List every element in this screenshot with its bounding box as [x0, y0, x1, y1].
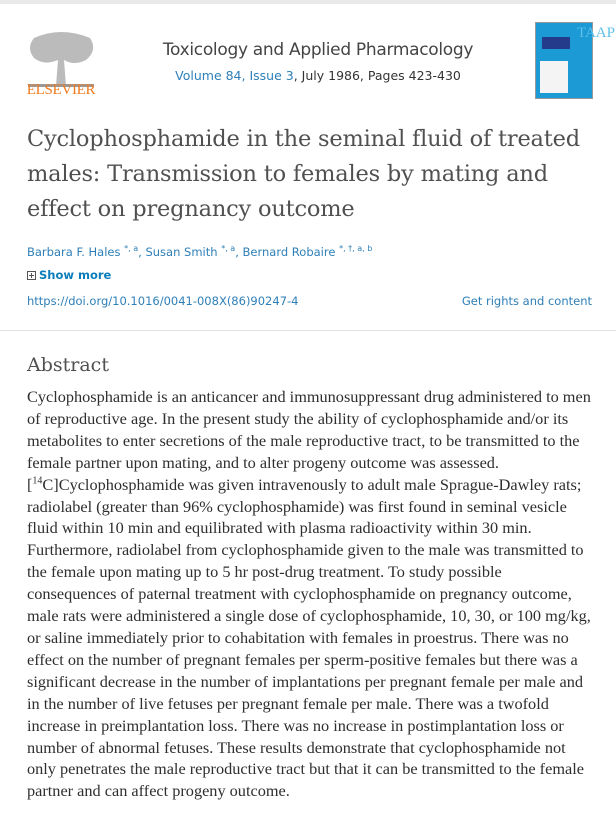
author-affiliation: *, a — [124, 244, 139, 253]
plus-box-icon — [27, 271, 36, 280]
show-more-label: Show more — [39, 268, 112, 282]
volume-issue-link[interactable]: Volume 84, Issue 3 — [175, 68, 294, 83]
divider — [0, 330, 616, 331]
doi-link[interactable]: https://doi.org/10.1016/0041-008X(86)90247-4 — [27, 294, 299, 308]
author-list: Barbara F. Hales $^{*, a}$, Susan Smith $^{*, a}$, Bernard Robaire $^{*, \dagger, a, b}$ — [27, 244, 373, 259]
abstract-heading: Abstract — [27, 354, 109, 376]
author-affiliation: *, †, a, b — [339, 244, 373, 253]
isotope-superscript: 14 — [32, 475, 43, 487]
get-rights-link[interactable]: Get rights and content — [461, 294, 592, 308]
journal-cover[interactable] — [535, 22, 615, 99]
author-affiliation: *, a — [221, 244, 236, 253]
cover-graphic — [540, 61, 568, 93]
abstract-part-2: C]Cyclophosphamide was given intravenously to adult male Sprague-Dawley rats; radiolabel (greater than 96% cyclophosphamide) was first found in seminal vesicle fluid within 10 min and equilibrated with plasma radioactivity within 30 min. Furthermore, radiolabel from cyclophosphamide given to the male was transmitted to the female upon mating up to 5 hr post-drug treatment. To study possible consequences of paternal treatment with cyclophosphamide on pregnancy outcome, male rats were administered a single dose of cyclophosphamide, 10, 30, or 100 mg/kg, or saline immediately prior to cohabitation with females in proestrus. There was no effect on the number of pregnant females per sperm-positive females but there was a significant decrease in the number of implantations per pregnant female per male and in the number of live fetuses per pregnant female per male. There was a twofold increase in preimplantation loss. There was no increase in postimplantation loss or number of abnormal fetuses. These results demonstrate that cyclophosphamide not only penetrates the male reproductive tract but that it can be transmitted to the female partner and can affect progeny outcome. — [27, 474, 591, 801]
publisher-name: ELSEVIER — [26, 82, 96, 98]
volume-info — [120, 68, 516, 83]
author-link[interactable]: Susan Smith — [145, 244, 218, 259]
author-link[interactable]: Barbara F. Hales — [27, 244, 121, 259]
cover-letters: TAAP — [577, 25, 615, 41]
volume-details: , July 1986, Pages 423-430 — [293, 68, 461, 83]
article-title: Cyclophosphamide in the seminal fluid of treated males: Transmission to females by mating and effect on pregnancy outcome — [27, 126, 580, 222]
journal-header — [0, 4, 616, 104]
author-link[interactable]: Bernard Robaire — [242, 244, 336, 259]
cover-title-block — [542, 37, 570, 49]
abstract-text — [27, 386, 595, 802]
abstract-part-1: Cyclophosphamide is an anticancer and immunosuppressant drug administered to men of reproductive age. In the present study the ability of cyclophosphamide and/or its metabolites to enter secretions of the male reproductive tract, to be transmitted to the female partner upon mating, and to alter progeny outcome was assessed. [ — [27, 387, 591, 494]
show-more-button[interactable] — [27, 268, 111, 282]
journal-title[interactable]: Toxicology and Applied Pharmacology — [162, 40, 474, 60]
